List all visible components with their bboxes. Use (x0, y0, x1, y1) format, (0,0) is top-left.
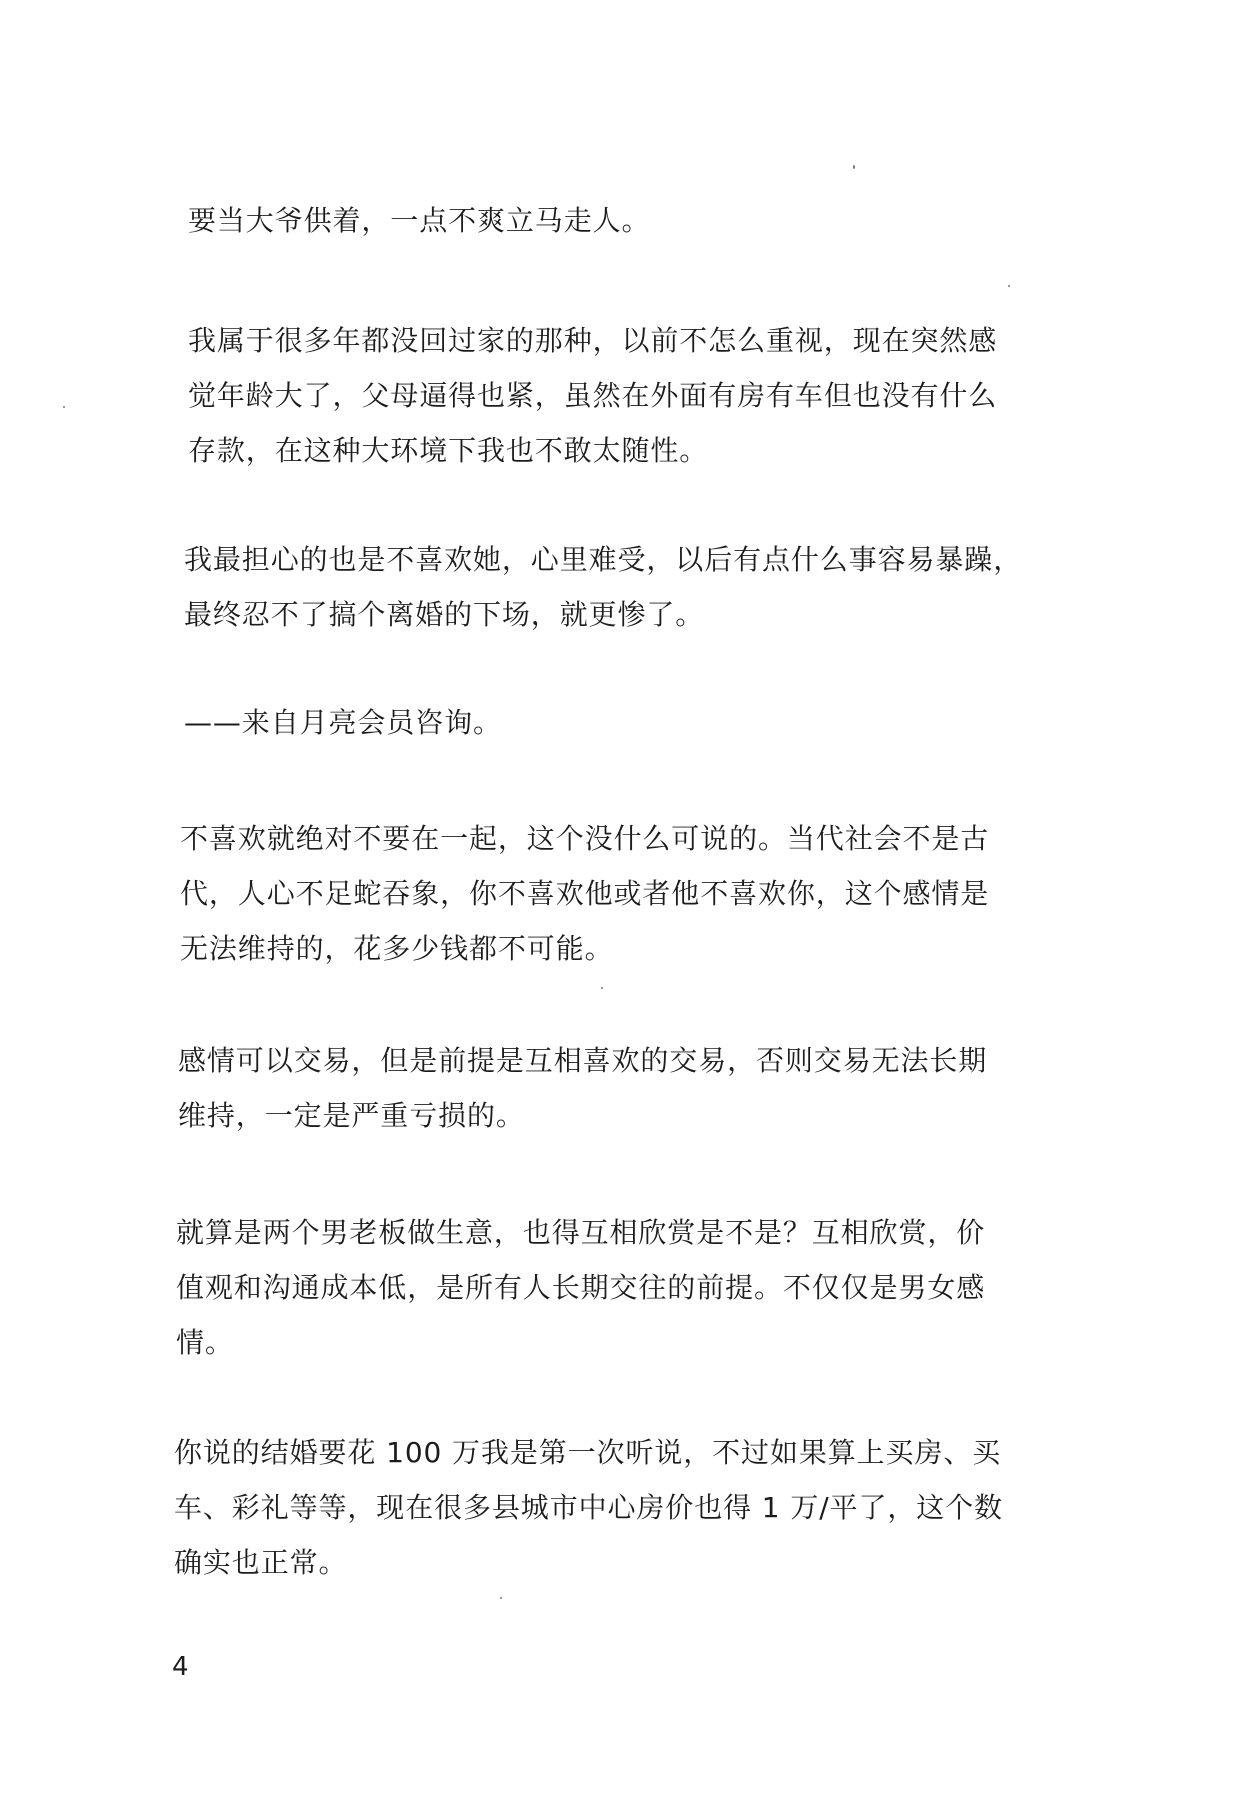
text-line: 觉年龄大了，父母逼得也紧，虽然在外面有房有车但也没有什么 (188, 379, 998, 412)
attribution-line: ——来自月亮会员咨询。 (184, 706, 502, 739)
text-line: 感情可以交易，但是前提是互相喜欢的交易，否则交易无法长期 (178, 1044, 988, 1077)
paragraph-7 (176, 1205, 985, 1370)
text-line: 确实也正常。 (174, 1546, 348, 1579)
paragraph-6 (178, 1033, 987, 1143)
scan-speck (853, 165, 855, 169)
text-line: 代，人心不足蛇吞象，你不喜欢他或者他不喜欢你，这个感情是 (180, 877, 990, 910)
page-number: 4 (172, 1652, 189, 1682)
text-line: 我最担心的也是不喜欢她，心里难受，以后有点什么事容易暴躁， (184, 543, 1023, 576)
scan-speck (1008, 285, 1010, 287)
text-line: 你说的结婚要花 100 万我是第一次听说，不过如果算上买房、买 (174, 1436, 1002, 1469)
paragraph-3 (184, 532, 1022, 642)
text-line: 就算是两个男老板做生意，也得互相欣赏是不是？互相欣赏，价 (176, 1216, 986, 1249)
text-line: 我属于很多年都没回过家的那种，以前不怎么重视，现在突然感 (188, 324, 998, 357)
scan-speck (601, 987, 603, 989)
text-line: 存款，在这种大环境下我也不敢太随性。 (188, 434, 709, 467)
text-line: 要当大爷供着，一点不爽立马走人。 (188, 204, 651, 237)
paragraph-1 (188, 193, 650, 248)
text-line: 维持，一定是严重亏损的。 (178, 1099, 525, 1132)
text-line: 值观和沟通成本低，是所有人长期交往的前提。不仅仅是男女感 (176, 1271, 986, 1304)
text-line: 无法维持的，花多少钱都不可能。 (180, 932, 614, 965)
paragraph-8 (174, 1425, 1003, 1590)
paragraph-5 (180, 811, 989, 976)
paragraph-2 (188, 313, 997, 478)
paragraph-4 (184, 695, 502, 750)
text-line: 不喜欢就绝对不要在一起，这个没什么可说的。当代社会不是古 (180, 822, 990, 855)
text-line: 最终忍不了搞个离婚的下场，就更惨了。 (184, 598, 705, 631)
scan-speck (63, 406, 65, 408)
text-line: 情。 (176, 1326, 234, 1359)
scan-speck (500, 1597, 502, 1599)
text-line: 车、彩礼等等，现在很多县城市中心房价也得 1 万/平了，这个数 (174, 1491, 1003, 1524)
